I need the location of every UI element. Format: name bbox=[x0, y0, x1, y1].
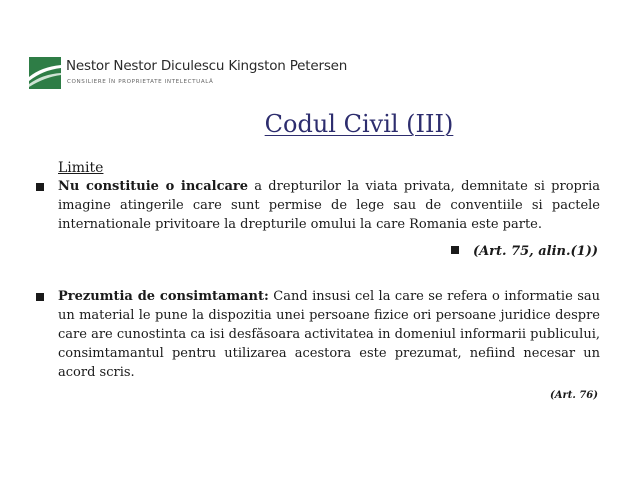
list-item-paragraph bbox=[58, 287, 600, 382]
slide-subtitle: Limite bbox=[58, 160, 104, 176]
firm-name: Nestor Nestor Diculescu Kingston Petersen bbox=[66, 58, 348, 74]
list-item-text: Cand insusi cel la care se refera o informatie sau un material le pune la dispozitia unei persoane fizice ori persoane juridice despre care are cunostinta ca isi desfăsoara activitatea in domeniul informarii publicului, consimtamantul pentru utilizarea acestora este prezumat, nefiind necesar un acord scris. bbox=[58, 289, 601, 380]
slide-title: Codul Civil (III) bbox=[264, 110, 454, 138]
slide-title-wrapper bbox=[0, 110, 638, 138]
list-item-lead: Nu constituie o incalcare bbox=[58, 179, 249, 194]
bullet-square-icon bbox=[36, 183, 44, 191]
list-item-lead: Prezumtia de consimtamant: bbox=[58, 289, 269, 304]
article-reference bbox=[451, 244, 598, 259]
bullet-square-icon bbox=[36, 293, 44, 301]
list-item-text: a drepturilor la viata privata, demnitate si propria imagine atingerile care sunt permise de lege sau de conventiile si pactele internationale privitoare la drepturile omului la care Romania este parte. bbox=[58, 179, 600, 232]
nndkp-logo-icon bbox=[29, 57, 61, 89]
list-item-paragraph bbox=[58, 177, 600, 234]
article-reference-text: (Art. 75, alin.(1)) bbox=[472, 244, 598, 259]
article-reference-text: (Art. 76) bbox=[550, 390, 598, 401]
bullet-square-icon bbox=[451, 246, 459, 254]
firm-tagline: CONSILIERE ÎN PROPRIETATE INTELECTUALĂ bbox=[67, 79, 214, 85]
